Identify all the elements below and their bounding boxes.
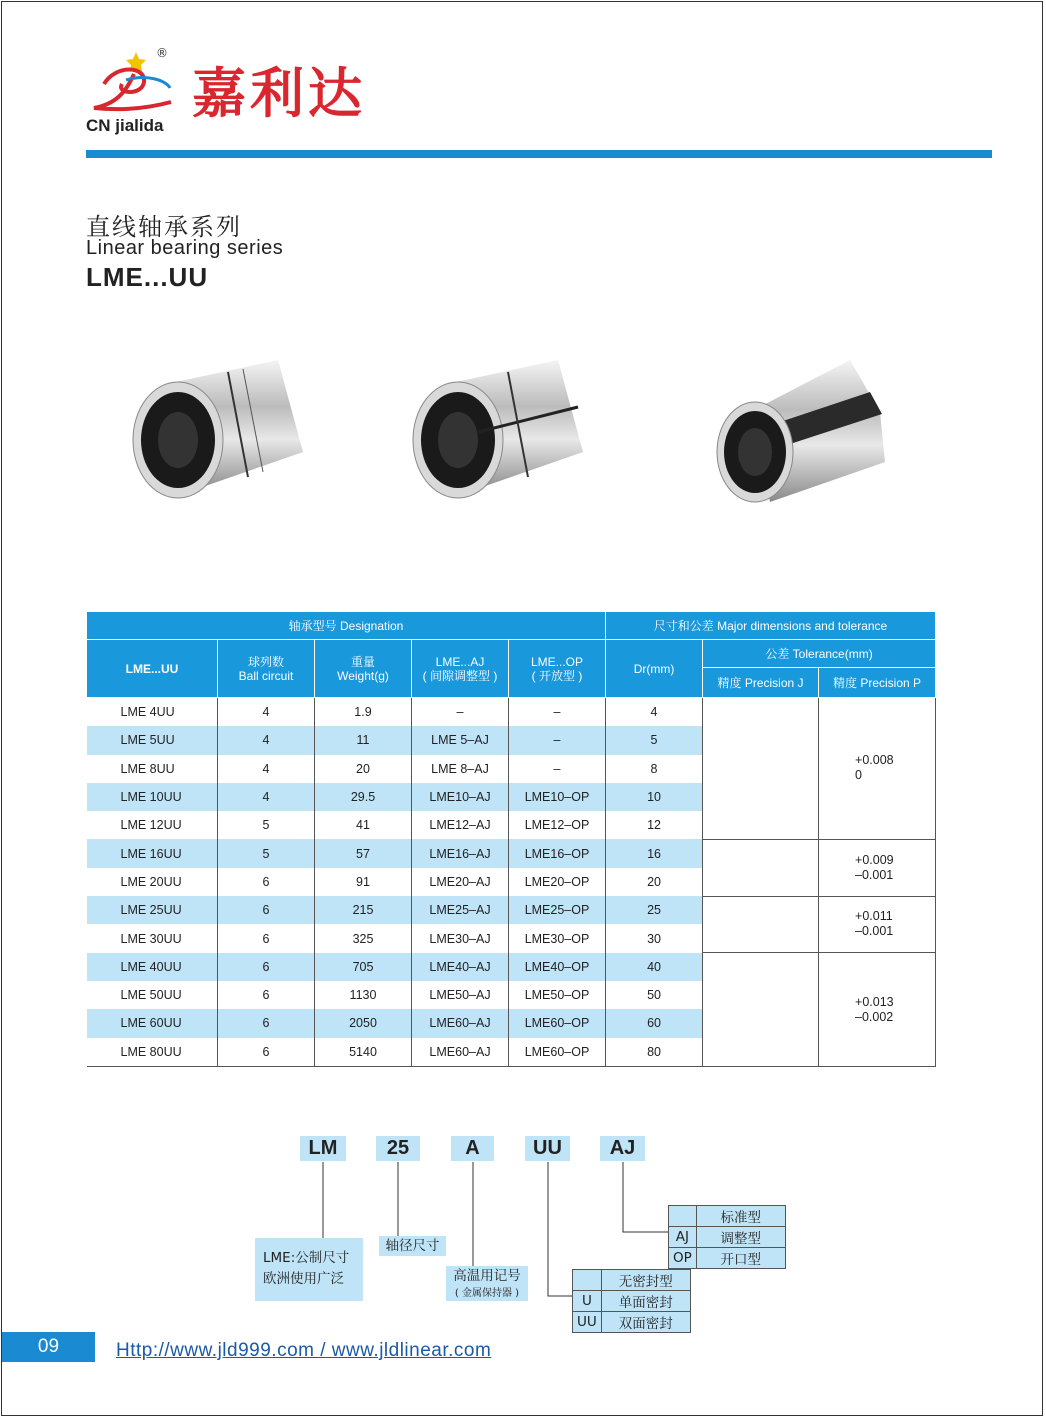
cell-weight: 1130: [315, 981, 412, 1009]
cell-model: LME 40UU: [87, 953, 218, 981]
cell-op: LME20–OP: [509, 868, 606, 896]
cell-weight: 57: [315, 839, 412, 867]
cell-ball: 6: [218, 896, 315, 924]
cell-dr: 16: [606, 839, 703, 867]
cell-aj: LME25–AJ: [412, 896, 509, 924]
cell-aj: LME60–AJ: [412, 1038, 509, 1067]
uu-options: 无密封型 U 单面密封 UU 双面密封: [572, 1269, 691, 1333]
cell-aj: LME50–AJ: [412, 981, 509, 1009]
cell-model: LME 4UU: [87, 698, 218, 727]
tolerance-upper: +0.011: [855, 909, 893, 924]
cell-dr: 30: [606, 924, 703, 952]
cell-weight: 41: [315, 811, 412, 839]
col-model: LME...UU: [87, 640, 218, 698]
cell-model: LME 25UU: [87, 896, 218, 924]
cell-weight: 11: [315, 726, 412, 754]
cell-dr: 60: [606, 1009, 703, 1037]
brand-name-cn: 嘉利达: [192, 61, 366, 125]
code-part-a: A: [451, 1136, 494, 1161]
cell-dr: 25: [606, 896, 703, 924]
tolerance-upper: +0.013: [855, 994, 894, 1009]
cell-op: –: [509, 755, 606, 783]
col-aj: LME...AJ ( 间隙调整型 ): [412, 640, 509, 698]
cell-model: LME 30UU: [87, 924, 218, 952]
brand-name-en: CN jialida: [86, 116, 164, 135]
cell-dr: 50: [606, 981, 703, 1009]
col-tolerance: 公差 Tolerance(mm): [703, 640, 936, 668]
cell-weight: 705: [315, 953, 412, 981]
tolerance-lower: 0: [855, 768, 862, 783]
cell-op: –: [509, 726, 606, 754]
cell-model: LME 80UU: [87, 1038, 218, 1067]
col-dr: Dr(mm): [606, 640, 703, 698]
cell-weight: 91: [315, 868, 412, 896]
cell-ball: 5: [218, 839, 315, 867]
col-ball-circuit: 球列数 Ball circuit: [218, 640, 315, 698]
cell-op: LME12–OP: [509, 811, 606, 839]
cell-model: LME 5UU: [87, 726, 218, 754]
cell-aj: LME16–AJ: [412, 839, 509, 867]
cell-weight: 2050: [315, 1009, 412, 1037]
size-description: 轴径尺寸: [379, 1236, 446, 1256]
tolerance-upper: +0.009: [855, 852, 894, 867]
cell-aj: LME 8–AJ: [412, 755, 509, 783]
registered-mark: ®: [156, 46, 168, 60]
cell-model: LME 20UU: [87, 868, 218, 896]
cell-dr: 80: [606, 1038, 703, 1067]
cell-aj: LME40–AJ: [412, 953, 509, 981]
website-link[interactable]: Http://www.jld999.com / www.jldlinear.com: [116, 1340, 492, 1361]
cell-weight: 325: [315, 924, 412, 952]
cell-aj: LME30–AJ: [412, 924, 509, 952]
cell-model: LME 60UU: [87, 1009, 218, 1037]
code-part-uu: UU: [525, 1136, 570, 1161]
tolerance-lower: –0.002: [855, 1009, 894, 1024]
cell-ball: 6: [218, 981, 315, 1009]
cell-dr: 12: [606, 811, 703, 839]
tolerance-lower: –0.001: [855, 867, 894, 882]
cell-ball: 4: [218, 698, 315, 727]
page-number: 09: [2, 1332, 95, 1362]
col-weight: 重量 Weight(g): [315, 640, 412, 698]
cell-ball: 4: [218, 755, 315, 783]
cell-ball: 6: [218, 1038, 315, 1067]
code-part-lm: LM: [300, 1136, 346, 1161]
cell-ball: 6: [218, 953, 315, 981]
series-model: LME...UU: [86, 262, 209, 292]
cell-dr: 8: [606, 755, 703, 783]
cell-dr: 10: [606, 783, 703, 811]
cell-op: LME60–OP: [509, 1038, 606, 1067]
cell-ball: 6: [218, 1009, 315, 1037]
cell-aj: LME60–AJ: [412, 1009, 509, 1037]
cell-weight: 5140: [315, 1038, 412, 1067]
cell-ball: 5: [218, 811, 315, 839]
col-precision-j: 精度 Precision J: [703, 668, 819, 698]
cell-model: LME 50UU: [87, 981, 218, 1009]
cell-aj: LME20–AJ: [412, 868, 509, 896]
cell-dr: 20: [606, 868, 703, 896]
cell-ball: 6: [218, 868, 315, 896]
col-op: LME...OP ( 开放型 ): [509, 640, 606, 698]
cell-op: LME10–OP: [509, 783, 606, 811]
cell-model: LME 8UU: [87, 755, 218, 783]
cell-aj: LME 5–AJ: [412, 726, 509, 754]
tolerance-lower: –0.001: [855, 924, 894, 939]
cell-op: LME40–OP: [509, 953, 606, 981]
cell-op: LME16–OP: [509, 839, 606, 867]
cell-weight: 20: [315, 755, 412, 783]
lm-description: LME:公制尺寸 欧洲使用广泛: [255, 1238, 363, 1301]
cell-dr: 40: [606, 953, 703, 981]
cell-op: –: [509, 698, 606, 727]
cell-aj: LME10–AJ: [412, 783, 509, 811]
cell-op: LME30–OP: [509, 924, 606, 952]
cell-op: LME60–OP: [509, 1009, 606, 1037]
aj-options: 标准型 AJ 调整型 OP 开口型: [668, 1205, 786, 1269]
a-description: 高温用记号 ( 金属保持器 ): [446, 1266, 528, 1301]
cell-dr: 4: [606, 698, 703, 727]
cell-weight: 215: [315, 896, 412, 924]
cell-ball: 4: [218, 726, 315, 754]
cell-model: LME 12UU: [87, 811, 218, 839]
code-part-aj: AJ: [600, 1136, 645, 1161]
tolerance-upper: +0.008: [855, 753, 894, 768]
cell-ball: 6: [218, 924, 315, 952]
cell-dr: 5: [606, 726, 703, 754]
cell-weight: 1.9: [315, 698, 412, 727]
designation-group-header: 轴承型号 Designation: [87, 612, 606, 640]
cell-model: LME 16UU: [87, 839, 218, 867]
code-part-size: 25: [376, 1136, 420, 1161]
cell-op: LME50–OP: [509, 981, 606, 1009]
series-title-cn: 直线轴承系列: [86, 213, 242, 241]
col-precision-p: 精度 Precision P: [819, 668, 936, 698]
cell-aj: –: [412, 698, 509, 727]
cell-aj: LME12–AJ: [412, 811, 509, 839]
dimensions-group-header: 尺寸和公差 Major dimensions and tolerance: [606, 612, 936, 640]
series-title-en: Linear bearing series: [86, 237, 284, 259]
cell-model: LME 10UU: [87, 783, 218, 811]
cell-weight: 29.5: [315, 783, 412, 811]
cell-ball: 4: [218, 783, 315, 811]
cell-op: LME25–OP: [509, 896, 606, 924]
